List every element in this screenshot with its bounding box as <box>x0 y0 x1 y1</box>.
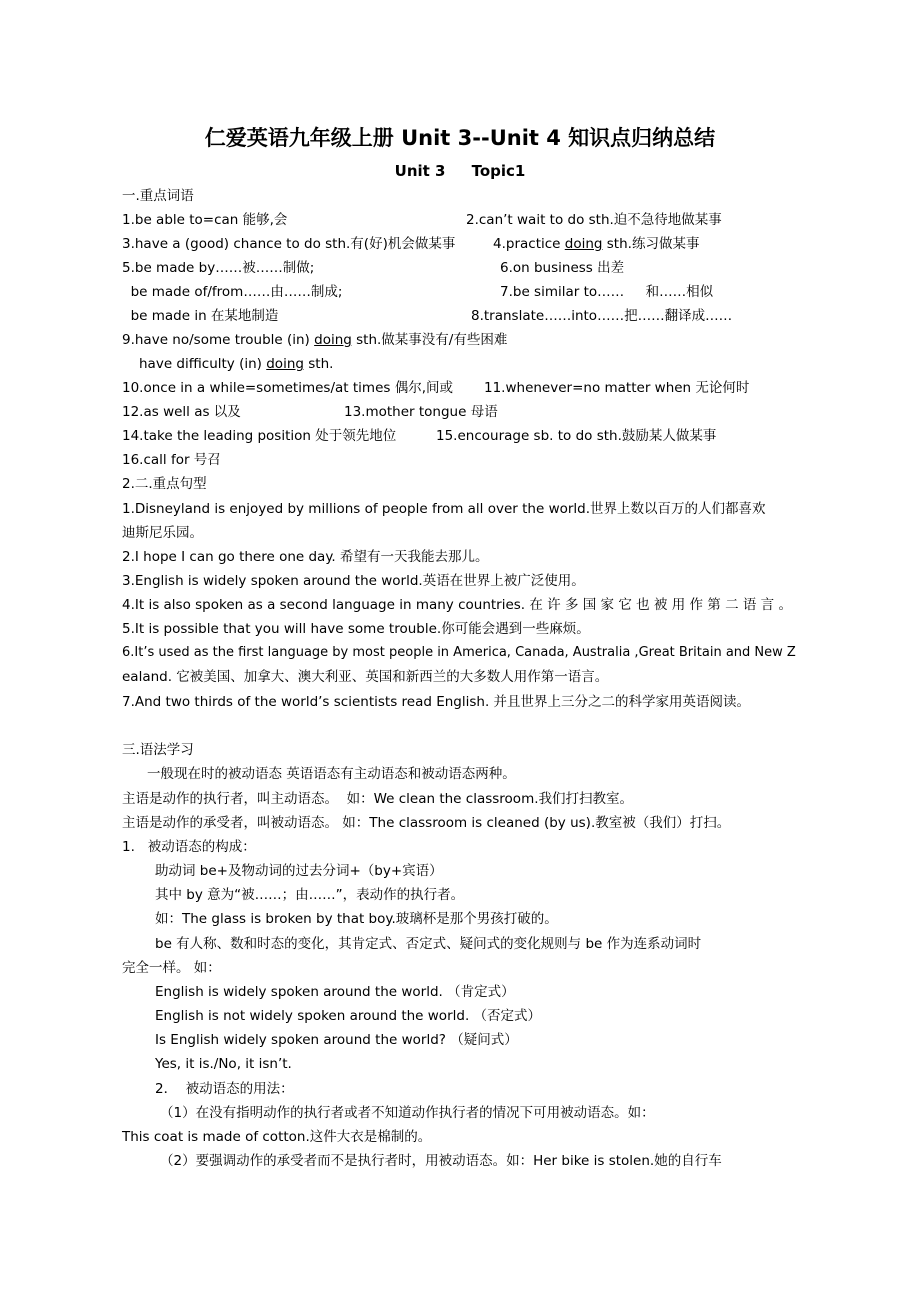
grammar-paragraph: 其中 by 意为“被……；由……”，表动作的执行者。 <box>155 887 465 903</box>
underlined-word: doing <box>314 332 352 348</box>
underlined-word: doing <box>266 356 304 372</box>
sentence-item: 迪斯尼乐园。 <box>122 525 203 541</box>
example-sentence: Yes, it is./No, it isn’t. <box>155 1056 292 1072</box>
grammar-paragraph: （2）要强调动作的承受者而不是执行者时，用被动语态。如：Her bike is stolen.她的自行车 <box>160 1153 722 1169</box>
grammar-paragraph: （1）在没有指明动作的执行者或者不知道动作执行者的情况下可用被动语态。如： <box>160 1105 655 1121</box>
sentence-item: 5.It is possible that you will have some trouble.你可能会遇到一些麻烦。 <box>122 621 590 637</box>
section-heading-grammar: 三.语法学习 <box>122 742 194 758</box>
example-sentence: English is not widely spoken around the world. （否定式） <box>155 1008 542 1024</box>
vocab-item: 10.once in a while=sometimes/at times 偶尔,间或 <box>122 380 453 396</box>
grammar-paragraph: This coat is made of cotton.这件大衣是棉制的。 <box>122 1129 432 1145</box>
vocab-text: have difficulty (in) <box>139 356 267 372</box>
vocab-item: 7.be similar to…… 和……相似 <box>500 284 714 300</box>
grammar-paragraph: 1. 被动语态的构成： <box>122 839 256 855</box>
grammar-paragraph: 完全一样。 如： <box>122 960 221 976</box>
vocab-item: be made of/from……由……制成; <box>122 284 343 300</box>
page-subtitle: Unit 3 Topic1 <box>394 162 526 180</box>
sentence-item: 2.I hope I can go there one day. 希望有一天我能去那儿。 <box>122 549 489 565</box>
grammar-paragraph: be 有人称、数和时态的变化，其肯定式、否定式、疑问式的变化规则与 be 作为连系动词时 <box>155 936 702 952</box>
sentence-item: 4.It is also spoken as a second language in many countries. 在 许 多 国 家 它 也 被 用 作 第 二 语 言 。 <box>122 597 792 613</box>
example-sentence: English is widely spoken around the world. （肯定式） <box>155 984 515 1000</box>
vocab-item: 16.call for 号召 <box>122 452 221 468</box>
vocab-item: 13.mother tongue 母语 <box>344 404 498 420</box>
vocab-text: sth.做某事没有/有些困难 <box>351 332 508 348</box>
vocab-text: 9.have no/some trouble (in) <box>122 332 315 348</box>
vocab-item <box>139 354 333 374</box>
vocab-item: 3.have a (good) chance to do sth.有(好)机会做某事 <box>122 236 456 252</box>
underlined-word: doing <box>564 236 603 252</box>
vocab-item: 1.be able to=can 能够,会 <box>122 212 288 228</box>
grammar-paragraph: 主语是动作的承受者，叫被动语态。 如：The classroom is cleaned (by us).教室被（我们）打扫。 <box>122 815 731 831</box>
grammar-paragraph: 如：The glass is broken by that boy.玻璃杯是那个男孩打破的。 <box>155 911 558 927</box>
vocab-item: 12.as well as 以及 <box>122 404 241 420</box>
section-heading-vocabulary: 一.重点词语 <box>122 188 194 204</box>
section-heading-sentences: 2.二.重点句型 <box>122 476 207 492</box>
page-title: 仁爱英语九年级上册 Unit 3--Unit 4 知识点归纳总结 <box>204 126 716 150</box>
vocab-item: 8.translate……into……把……翻译成…… <box>471 308 733 324</box>
vocab-text: sth.练习做某事 <box>602 236 700 252</box>
sentence-item: 3.English is widely spoken around the world.英语在世界上被广泛使用。 <box>122 573 585 589</box>
grammar-paragraph: 2． 被动语态的用法： <box>155 1081 294 1097</box>
vocab-item: 5.be made by……被……制做; <box>122 260 315 276</box>
sentence-item: ealand. 它被美国、加拿大、澳大利亚、英国和新西兰的大多数人用作第一语言。 <box>122 669 609 685</box>
grammar-paragraph: 主语是动作的执行者，叫主动语态。 如：We clean the classroom.我们打扫教室。 <box>122 791 634 807</box>
vocab-item: 2.can’t wait to do sth.迫不急待地做某事 <box>466 212 722 228</box>
vocab-item <box>122 330 507 350</box>
grammar-paragraph: 助动词 be+及物动词的过去分词+（by+宾语） <box>155 863 443 879</box>
example-sentence: Is English widely spoken around the world? （疑问式） <box>155 1032 518 1048</box>
sentence-item: 1.Disneyland is enjoyed by millions of people from all over the world.世界上数以百万的人们都喜欢 <box>122 501 766 517</box>
vocab-item: 14.take the leading position 处于领先地位 <box>122 428 397 444</box>
sentence-item: 7.And two thirds of the world’s scientists read English. 并且世界上三分之二的科学家用英语阅读。 <box>122 694 751 710</box>
vocab-item: 15.encourage sb. to do sth.鼓励某人做某事 <box>436 428 717 444</box>
vocab-text: 4.practice <box>493 236 565 252</box>
sentence-item: 6.It’s used as the first language by most people in America, Canada, Australia ,Great Britain and New Z <box>122 645 796 660</box>
vocab-text: sth. <box>303 356 334 372</box>
vocab-item <box>493 234 699 254</box>
grammar-paragraph: 一般现在时的被动语态 英语语态有主动语态和被动语态两种。 <box>147 766 516 782</box>
vocab-item: 11.whenever=no matter when 无论何时 <box>484 380 750 396</box>
vocab-item: be made in 在某地制造 <box>122 308 279 324</box>
vocab-item: 6.on business 出差 <box>500 260 625 276</box>
